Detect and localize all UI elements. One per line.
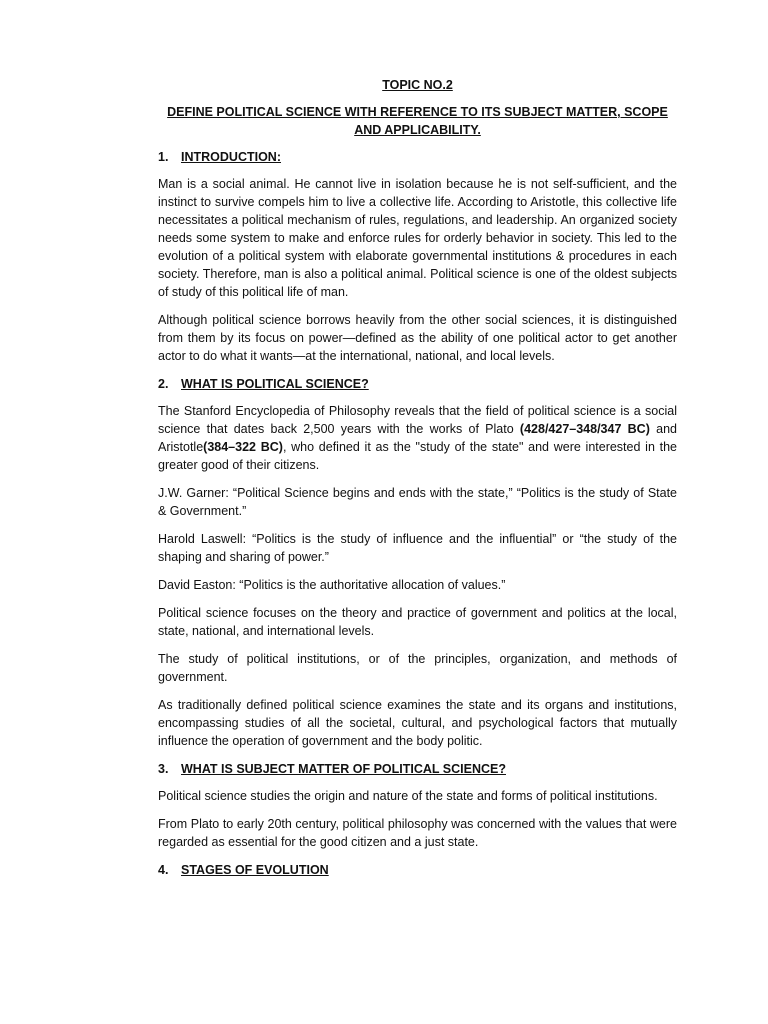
easton-definition: David Easton: “Politics is the authoritative allocation of values.” (158, 578, 506, 592)
focus-paragraph: Political science focuses on the theory and practice of government and politics at the local, state, national, and international levels. (158, 606, 677, 638)
institutions-paragraph: The study of political institutions, or of the principles, organization, and methods of government. (158, 652, 677, 684)
intro-paragraph-1: Man is a social animal. He cannot live in isolation because he is not self-sufficient, and the instinct to survive compels him to live a collective life. According to Aristotle, this collective life necessitates a political mechanism of rules, regulations, and leadership. An organized society needs some system to make and enforce rules for orderly behavior in society. This led to the evolution of a political system with elaborate governmental institutions & procedures in each society. Therefore, man is also a political animal. Political science is one of the oldest subjects of study of this political life of man. (158, 177, 677, 299)
section-heading-introduction (158, 148, 677, 166)
section-number: 3. (158, 762, 169, 776)
origin-paragraph: Political science studies the origin and nature of the state and forms of political institutions. (158, 789, 658, 803)
topic-number: TOPIC NO.2 (382, 78, 453, 92)
laswell-definition: Harold Laswell: “Politics is the study of influence and the influential” or “the study of the shaping and sharing of power.” (158, 532, 677, 564)
section-heading-subject-matter (158, 760, 677, 778)
intro-paragraph-2: Although political science borrows heavily from the other social sciences, it is distinguished from them by its focus on power—defined as the ability of one political actor to get another actor to do what it wants—at the international, national, and local levels. (158, 313, 677, 363)
section-number: 2. (158, 377, 169, 391)
plato-philosophy-paragraph: From Plato to early 20th century, political philosophy was concerned with the values that were regarded as essential for the good citizen and a just state. (158, 817, 677, 849)
section-number: 4. (158, 863, 169, 877)
plato-dates: (428/427–348/347 BC) (519, 422, 650, 436)
section-title: STAGES OF EVOLUTION (181, 863, 329, 877)
section-number: 1. (158, 150, 169, 164)
section-heading-what-is-political-science (158, 375, 677, 393)
aristotle-dates: (384–322 BC) (203, 440, 283, 454)
stanford-paragraph (158, 402, 677, 474)
section-title: INTRODUCTION: (181, 150, 281, 164)
section-title: WHAT IS POLITICAL SCIENCE? (181, 377, 369, 391)
stanford-text-c: and Aristotle (158, 422, 677, 454)
document-title: DEFINE POLITICAL SCIENCE WITH REFERENCE TO ITS SUBJECT MATTER, SCOPE AND APPLICABILITY. (167, 105, 668, 137)
traditional-definition-paragraph: As traditionally defined political science examines the state and its organs and institutions, encompassing studies of all the societal, cultural, and psychological factors that mutually influence the operation of government and the body politic. (158, 698, 677, 748)
section-title: WHAT IS SUBJECT MATTER OF POLITICAL SCIENCE? (181, 762, 506, 776)
garner-definition: J.W. Garner: “Political Science begins and ends with the state,” “Politics is the study of State & Government.” (158, 486, 677, 518)
stanford-text-e: , who defined it as the "study of the state" and were interested in the greater good of their citizens. (158, 440, 678, 472)
section-heading-stages-of-evolution (158, 861, 677, 879)
stanford-text-a: The Stanford Encyclopedia of Philosophy reveals that the field of political science is a social science that dates back 2,500 years with the works of Plato (158, 404, 677, 436)
